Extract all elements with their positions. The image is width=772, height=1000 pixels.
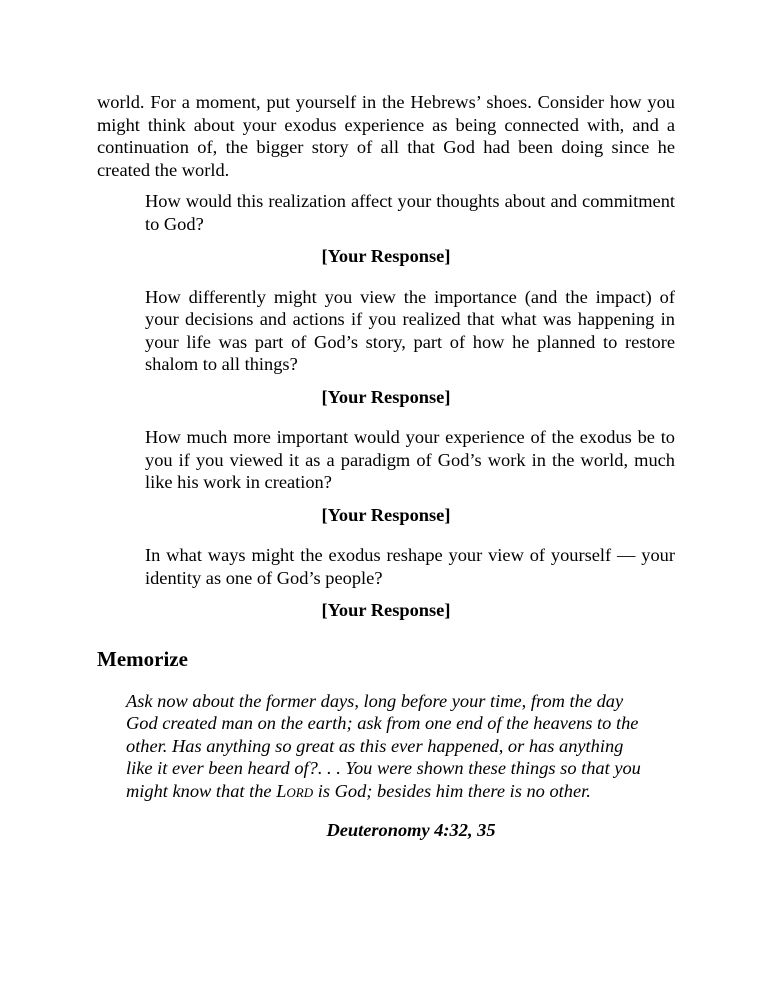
quote-lord: Lord — [276, 780, 314, 801]
document-page — [97, 91, 675, 842]
response-placeholder-3: [Your Response] — [321, 504, 451, 525]
question-4: In what ways might the exodus reshape your view of yourself — your identity as one of God’s people? — [145, 545, 675, 588]
question-2: How differently might you view the importance (and the impact) of your decisions and actions if you realized that what was happening in your life was part of God’s story, part of how he planned to restore shalom to all things? — [145, 286, 675, 374]
scripture-citation: Deuteronomy 4:32, 35 — [326, 820, 496, 840]
response-placeholder-1: [Your Response] — [321, 246, 451, 266]
response-placeholder-2: [Your Response] — [321, 386, 451, 407]
memorize-heading: Memorize — [97, 646, 188, 671]
quote-text-part1: Ask now about the former days, long before your time, from the day God created man on the earth; ask from one end of the heavens to the other. Has anything so great as this ever happened, or has anything like it ever been heard of?. . . You were shown these things so that you might know that the — [126, 690, 641, 801]
question-3: How much more important would your experience of the exodus be to you if you viewed it as a paradigm of God’s work in the world, much like his work in creation? — [145, 427, 675, 492]
question-1: How would this realization affect your thoughts about and commitment to God? — [145, 191, 675, 234]
response-placeholder-4: [Your Response] — [321, 600, 451, 620]
memorize-quote — [126, 690, 646, 803]
quote-text-part2: is God; besides him there is no other. — [313, 780, 591, 801]
intro-paragraph: world. For a moment, put yourself in the Hebrews’ shoes. Consider how you might think about your exodus experience as being connected with, and a continuation of, the bigger story of all that God had been doing since he created the world. — [97, 92, 675, 180]
